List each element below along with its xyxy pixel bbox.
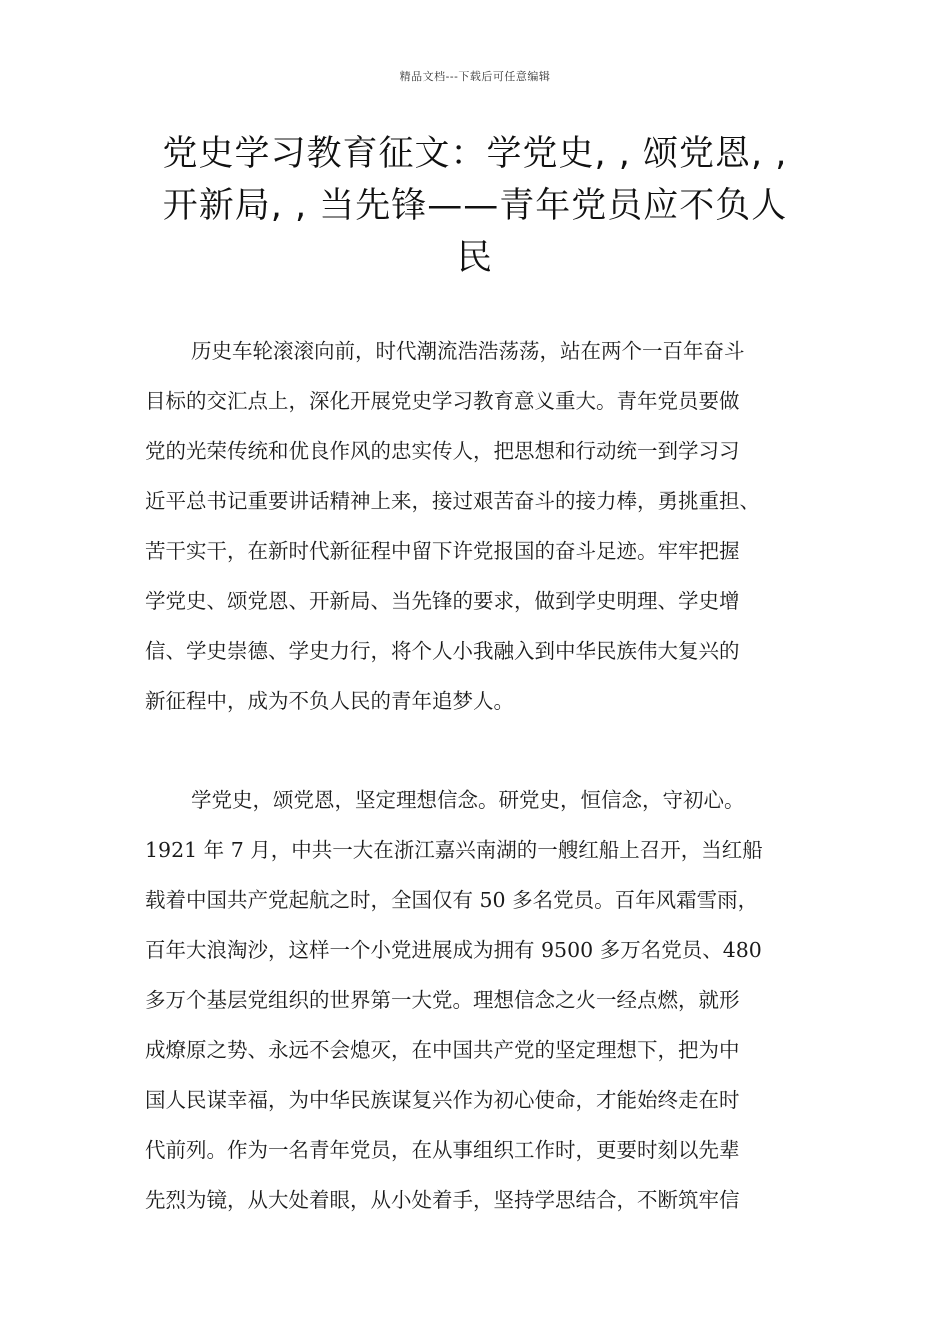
title-line: 党史学习教育征文：学党史, , 颂党恩, ,: [162, 134, 788, 174]
paragraph-line: 信、学史崇德、学史力行，将个人小我融入到中华民族伟大复兴的: [145, 639, 740, 663]
paragraph-line: 学党史，颂党恩，坚定理想信念。研党史，恒信念，守初心。: [191, 788, 745, 812]
body-paragraph-2: [145, 775, 825, 1225]
paragraph-line: 1921 年 7 月，中共一大在浙江嘉兴南湖的一艘红船上召开，当红船: [145, 838, 763, 862]
paragraph-line: 先烈为镜，从大处着眼，从小处着手，坚持学思结合，不断筑牢信: [145, 1188, 740, 1212]
paragraph-line: 代前列。作为一名青年党员，在从事组织工作时，更要时刻以先辈: [145, 1138, 740, 1162]
paragraph-line: 成燎原之势、永远不会熄灭，在中国共产党的坚定理想下，把为中: [145, 1038, 740, 1062]
paragraph-line: 载着中国共产党起航之时，全国仅有 50 多名党员。百年风霜雪雨，: [145, 888, 759, 912]
paragraph-line: 目标的交汇点上，深化开展党史学习教育意义重大。青年党员要做: [145, 389, 740, 413]
paragraph-line: 历史车轮滚滚向前，时代潮流浩浩荡荡，站在两个一百年奋斗: [191, 339, 745, 363]
paragraph-line: 党的光荣传统和优良作风的忠实传人，把思想和行动统一到学习习: [145, 439, 740, 463]
document-title: [140, 128, 810, 284]
paragraph-line: 新征程中，成为不负人民的青年追梦人。: [145, 689, 514, 713]
paragraph-line: 苦干实干，在新时代新征程中留下许党报国的奋斗足迹。牢牢把握: [145, 539, 740, 563]
paragraph-line: 学党史、颂党恩、开新局、当先锋的要求，做到学史明理、学史增: [145, 589, 740, 613]
paragraph-line: 国人民谋幸福，为中华民族谋复兴作为初心使命，才能始终走在时: [145, 1088, 740, 1112]
header-note: 精品文档---下载后可任意编辑: [399, 70, 551, 83]
paragraph-line: 多万个基层党组织的世界第一大党。理想信念之火一经点燃，就形: [145, 988, 740, 1012]
title-line: 民: [456, 238, 493, 278]
paragraph-line: 百年大浪淘沙，这样一个小党进展成为拥有 9500 多万名党员、480: [145, 938, 762, 962]
title-line: 开新局, , 当先锋——青年党员应不负人: [162, 186, 788, 226]
paragraph-line: 近平总书记重要讲话精神上来，接过艰苦奋斗的接力棒，勇挑重担、: [145, 489, 760, 513]
body-paragraph-1: [145, 326, 825, 726]
